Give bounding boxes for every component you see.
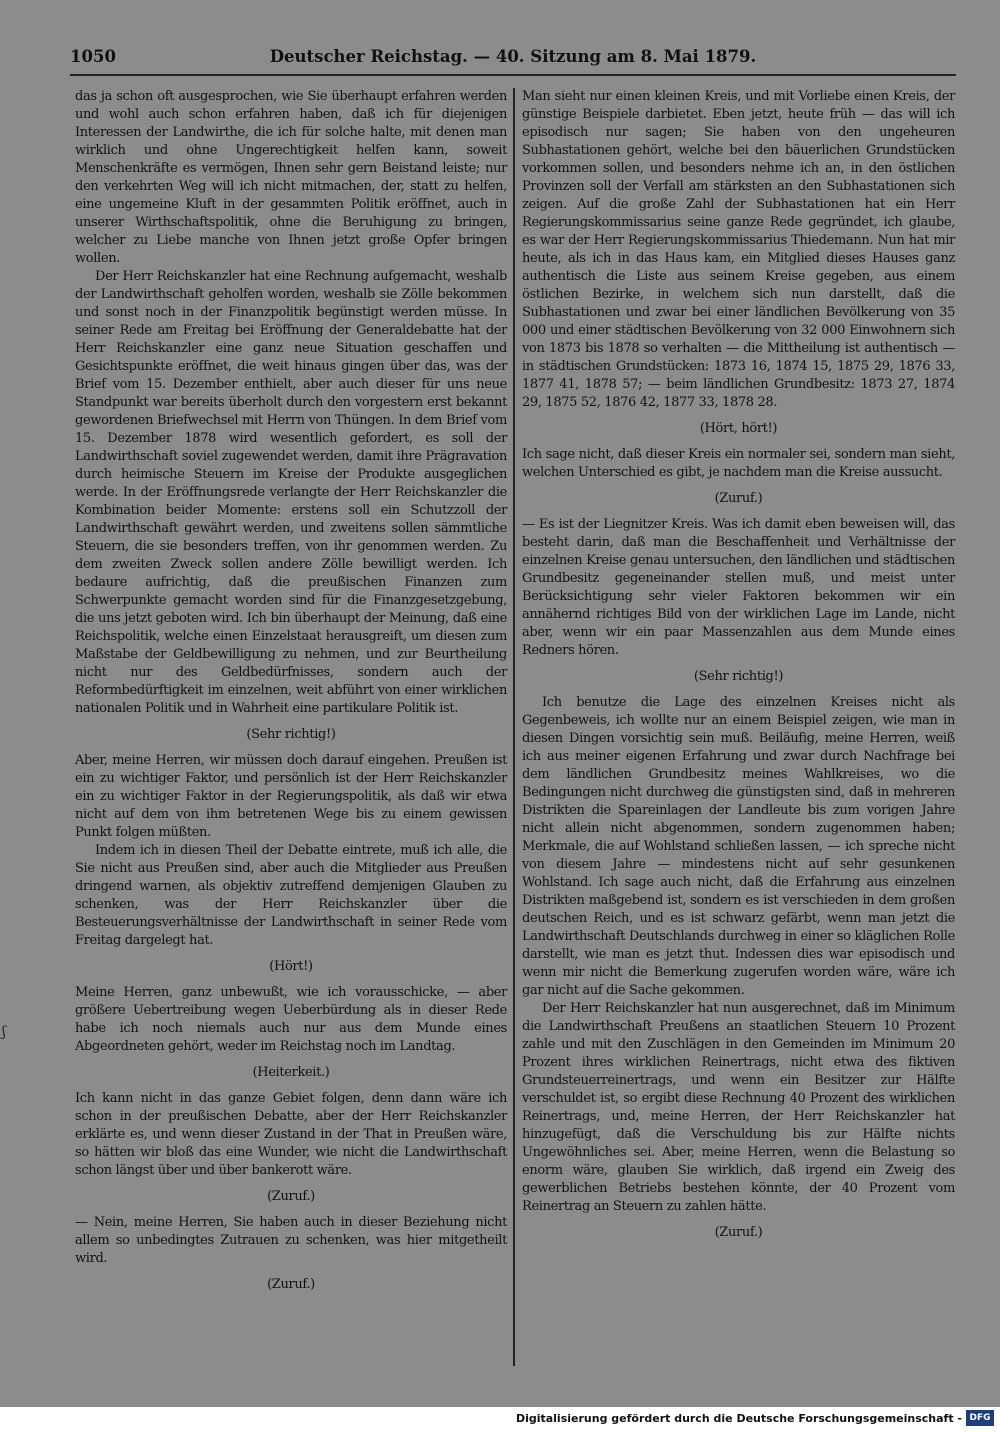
paragraph: Der Herr Reichskanzler hat nun ausgerechnet, daß im Minimum die Landwirthschaft Preußens an staatlichen Steuern 10 Prozent zahle und mit den Zuschlägen in den Gemeinden im Minimum 20 Prozent ihres wirklichen Reinertrags, nicht etwa des fiktiven Grundsteuerreinertrags, und wenn ein Besitzer zur Hälfte verschuldet ist, so ergibt diese Rechnung 40 Prozent des wirklichen Reinertrags, und, meine Herren, der Herr Reichskanzler hat hinzugefügt, daß die Verschuldung bis zur Hälfte nichts Ungewöhnliches sei. Aber, meine Herren, wenn die Belastung so enorm wäre, glauben Sie wirklich, daß irgend ein Zweig des gewerblichen Betriebs bestehen könnte, der 40 Prozent vom Reinertrag an Steuern zu zahlen hätte. — [522, 1001, 955, 1214]
interjection: (Hört, hört!) — [699, 421, 778, 436]
left-column — [75, 88, 507, 1302]
right-column — [522, 88, 955, 1250]
paragraph: Der Herr Reichskanzler hat eine Rechnung aufgemacht, weshalb der Landwirthschaft geholfen worden, weshalb sie Zölle bekommen und sonst noch in der Finanzpolitik begünstigt werden müsse. In seiner Rede am Freitag bei Eröffnung der Generaldebatte hat der Herr Reichskanzler eine ganz neue Situation geschaffen und Gesichtspunkte eröffnet, die weit hinaus gingen über das, was der Brief vom 15. Dezember enthielt, aber auch dieser für uns neue Standpunkt war bereits überholt durch den vorgestern erst bekannt gewordenen Briefwechsel mit Herrn von Thüngen. In dem Brief vom 15. Dezember 1878 wird wesentlich gefordert, es soll der Landwirthschaft soviel zugewendet werden, damit ihre Prägravation durch heimische Steuern im Kreise der Produkte ausgeglichen werde. In der Eröffnungsrede verlangte der Herr Reichskanzler die Kombination beider Momente: erstens soll ein Schutzzoll der Landwirthschaft gewährt werden, und zweitens sollen sämmtliche Steuern, die sie besonders treffen, von ihr genommen werden. Zu dem zweiten Zweck sollen andere Zölle bewilligt werden. Ich bedaure aufrichtig, daß die preußischen Finanzen zum Schwerpunkte gemacht worden sind für die Finanzgesetzgebung, die uns jetzt geboten wird. Ich bin überhaupt der Meinung, daß eine Reichspolitik, welche einen Einzelstaat herausgreift, um diesen zum Maßstabe der Geldbewilligung zu nehmen, und zur Beurtheilung nicht nur des Geldbedürfnisses, sondern auch der Reformbedürftigkeit im einzelnen, weit abführt von einer wirklichen nationalen Politik und in Wahrheit eine partikulare Politik ist. — [75, 269, 507, 716]
paragraph: Ich sage nicht, daß dieser Kreis ein normaler sei, sondern man sieht, welchen Unterschied es gibt, je nachdem man die Kreise aussucht. — [522, 447, 955, 480]
paragraph: das ja schon oft ausgesprochen, wie Sie überhaupt erfahren werden und wohl auch schon erfahren haben, daß ich für diejenigen Interessen der Landwirthe, die ich für solche halte, mit denen man wirklich und ohne Ungerechtigkeit helfen kann, soweit Menschenkräfte es vermögen, Ihnen sehr gern Beistand leiste; nur den verkehrten Weg will ich nicht mitmachen, der, statt zu helfen, eine ungemeine Kluft in der gesammten Politik eröffnet, auch in unserer Wirthschaftspolitik, ohne die Beruhigung zu bringen, welcher zu Liebe manche von Ihnen jetzt große Opfer bringen wollen. — [75, 89, 507, 266]
column-divider — [513, 88, 515, 1366]
interjection: (Heiterkeit.) — [252, 1065, 330, 1080]
header-rule — [70, 74, 956, 76]
paragraph: Meine Herren, ganz unbewußt, wie ich vorausschicke, — aber größere Uebertreibung wegen Ueberbürdung als in dieser Rede habe ich noch niemals auch nur aus dem Munde eines Abgeordneten gehört, weder im Reichstag noch im Landtag. — [75, 985, 507, 1054]
paragraph: Ich benutze die Lage des einzelnen Kreises nicht als Gegenbeweis, ich wollte nur an einem Beispiel zeigen, wie man in diesen Dingen vorsichtig sein muß. Beiläufig, meine Herren, weiß ich aus meiner eigenen Erfahrung und zwar durch Nachfrage bei dem ländlichen Grundbesitz meines Wahlkreises, wo die Bedingungen nicht durchweg die günstigsten sind, daß in mehreren Distrikten die Spareinlagen der Landleute bis zum vorigen Jahre nicht allein nicht abgenommen, sondern zugenommen haben; Merkmale, die auf Wohlstand schließen lassen, — ich spreche nicht von diesem Jahre — mindestens nicht auf sehr gesunkenen Wohlstand. Ich sage auch nicht, daß die Erfahrung aus einzelnen Distrikten maßgebend ist, sondern es ist verschieden in dem großen deutschen Reich, und es ist schwarz gefärbt, wenn man jetzt die Landwirthschaft Deutschlands durchweg in einer so kläglichen Rolle darstellt, wie man es jetzt thut. Indessen dies war episodisch und wenn mir nicht die Bemerkung zugerufen worden wäre, wäre ich gar nicht auf die Sache gekommen. — [522, 695, 955, 998]
running-title: Deutscher Reichstag. — 40. Sitzung am 8. Mai 1879. — [269, 47, 757, 66]
interjection: (Hört!) — [269, 959, 313, 974]
interjection: (Zuruf.) — [267, 1189, 315, 1204]
interjection: (Sehr richtig!) — [246, 727, 336, 742]
margin-mark: ʃ — [2, 1024, 6, 1040]
paragraph: Aber, meine Herren, wir müssen doch darauf eingehen. Preußen ist ein zu wichtiger Faktor, und persönlich ist der Herr Reichskanzler ein zu wichtiger Faktor in der Regierungspolitik, als daß wir etwa nicht auf dem von ihm betretenen Wege bis zu einem gewissen Punkt folgen müßten. — [75, 753, 507, 840]
footer-credit: Digitalisierung gefördert durch die Deutsche Forschungsgemeinschaft - — [515, 1412, 962, 1425]
paragraph: Indem ich in diesen Theil der Debatte eintrete, muß ich alle, die Sie nicht aus Preußen sind, aber auch die Mitglieder aus Preußen dringend warnen, als objektiv zutreffend demjenigen Glauben zu schenken, was der Herr Reichskanzler über die Besteuerungsverhältnisse der Landwirthschaft in seiner Rede vom Freitag dargelegt hat. — [75, 843, 507, 948]
interjection: (Zuruf.) — [714, 491, 763, 506]
paragraph: Man sieht nur einen kleinen Kreis, und mit Vorliebe einen Kreis, der günstige Beispiele darbietet. Eben jetzt, heute früh — das will ich episodisch nur sagen; Sie haben von den ungeheuren Subhastationen gehört, welche bei den bäuerlichen Grundstücken vorkommen sollen, und besonders nehme ich an, in den östlichen Provinzen soll der Verfall am stärksten an den Subhastationen sich zeigen. Auf die große Zahl der Subhastationen hat ein Herr Regierungskommissarius seine ganze Rede gegründet, ich glaube, es war der Herr Regierungskommissarius Thiedemann. Nun hat mir heute, als ich in das Haus kam, ein Mitglied dieses Hauses ganz authentisch die Liste aus seinem Kreise gegeben, aus einem östlichen Bezirke, in welchem sich nun darstellt, daß die Subhastationen und zwar bei einer ländlichen Bevölkerung von 35 000 und einer städtischen Bevölkerung von 32 000 Einwohnern sich von 1873 bis 1878 so verhalten — die Mittheilung ist authentisch — in städtischen Grundstücken: 1873 16, 1874 15, 1875 29, 1876 33, 1877 41, 1878 57; — beim ländlichen Grundbesitz: 1873 27, 1874 29, 1875 52, 1876 42, 1877 33, 1878 28. — [522, 89, 955, 410]
interjection: (Sehr richtig!) — [693, 669, 784, 684]
paragraph: Ich kann nicht in das ganze Gebiet folgen, denn dann wäre ich schon in der preußischen Debatte, aber der Herr Reichskanzler erklärte es, und wenn dieser Zustand in der That in Preußen wäre, so hätten wir bloß das eine Wunder, wie nicht die Landwirthschaft schon längst über und über bankerott wäre. — [75, 1091, 507, 1178]
interjection: (Zuruf.) — [714, 1225, 763, 1240]
interjection: (Zuruf.) — [267, 1277, 315, 1292]
page-number: 1050 — [70, 47, 116, 66]
paragraph: — Nein, meine Herren, Sie haben auch in dieser Beziehung nicht allem so unbedingtes Zutrauen zu schenken, was hier mitgetheilt wird. — [75, 1215, 507, 1266]
dfg-logo: DFG — [966, 1410, 994, 1426]
paragraph: — Es ist der Liegnitzer Kreis. Was ich damit eben beweisen will, das besteht darin, daß man die Beschaffenheit und Verhältnisse der einzelnen Kreise genau untersuchen, den ländlichen und städtischen Grundbesitz gegeneinander stellen muß, und meist unter Berücksichtigung sehr vieler Faktoren bekommen wir ein annähernd richtiges Bild von der wirklichen Lage im Lande, nicht aber, wenn wir ein paar Massenzahlen aus dem Munde eines Redners hören. — [522, 517, 955, 658]
page-header — [70, 47, 956, 73]
